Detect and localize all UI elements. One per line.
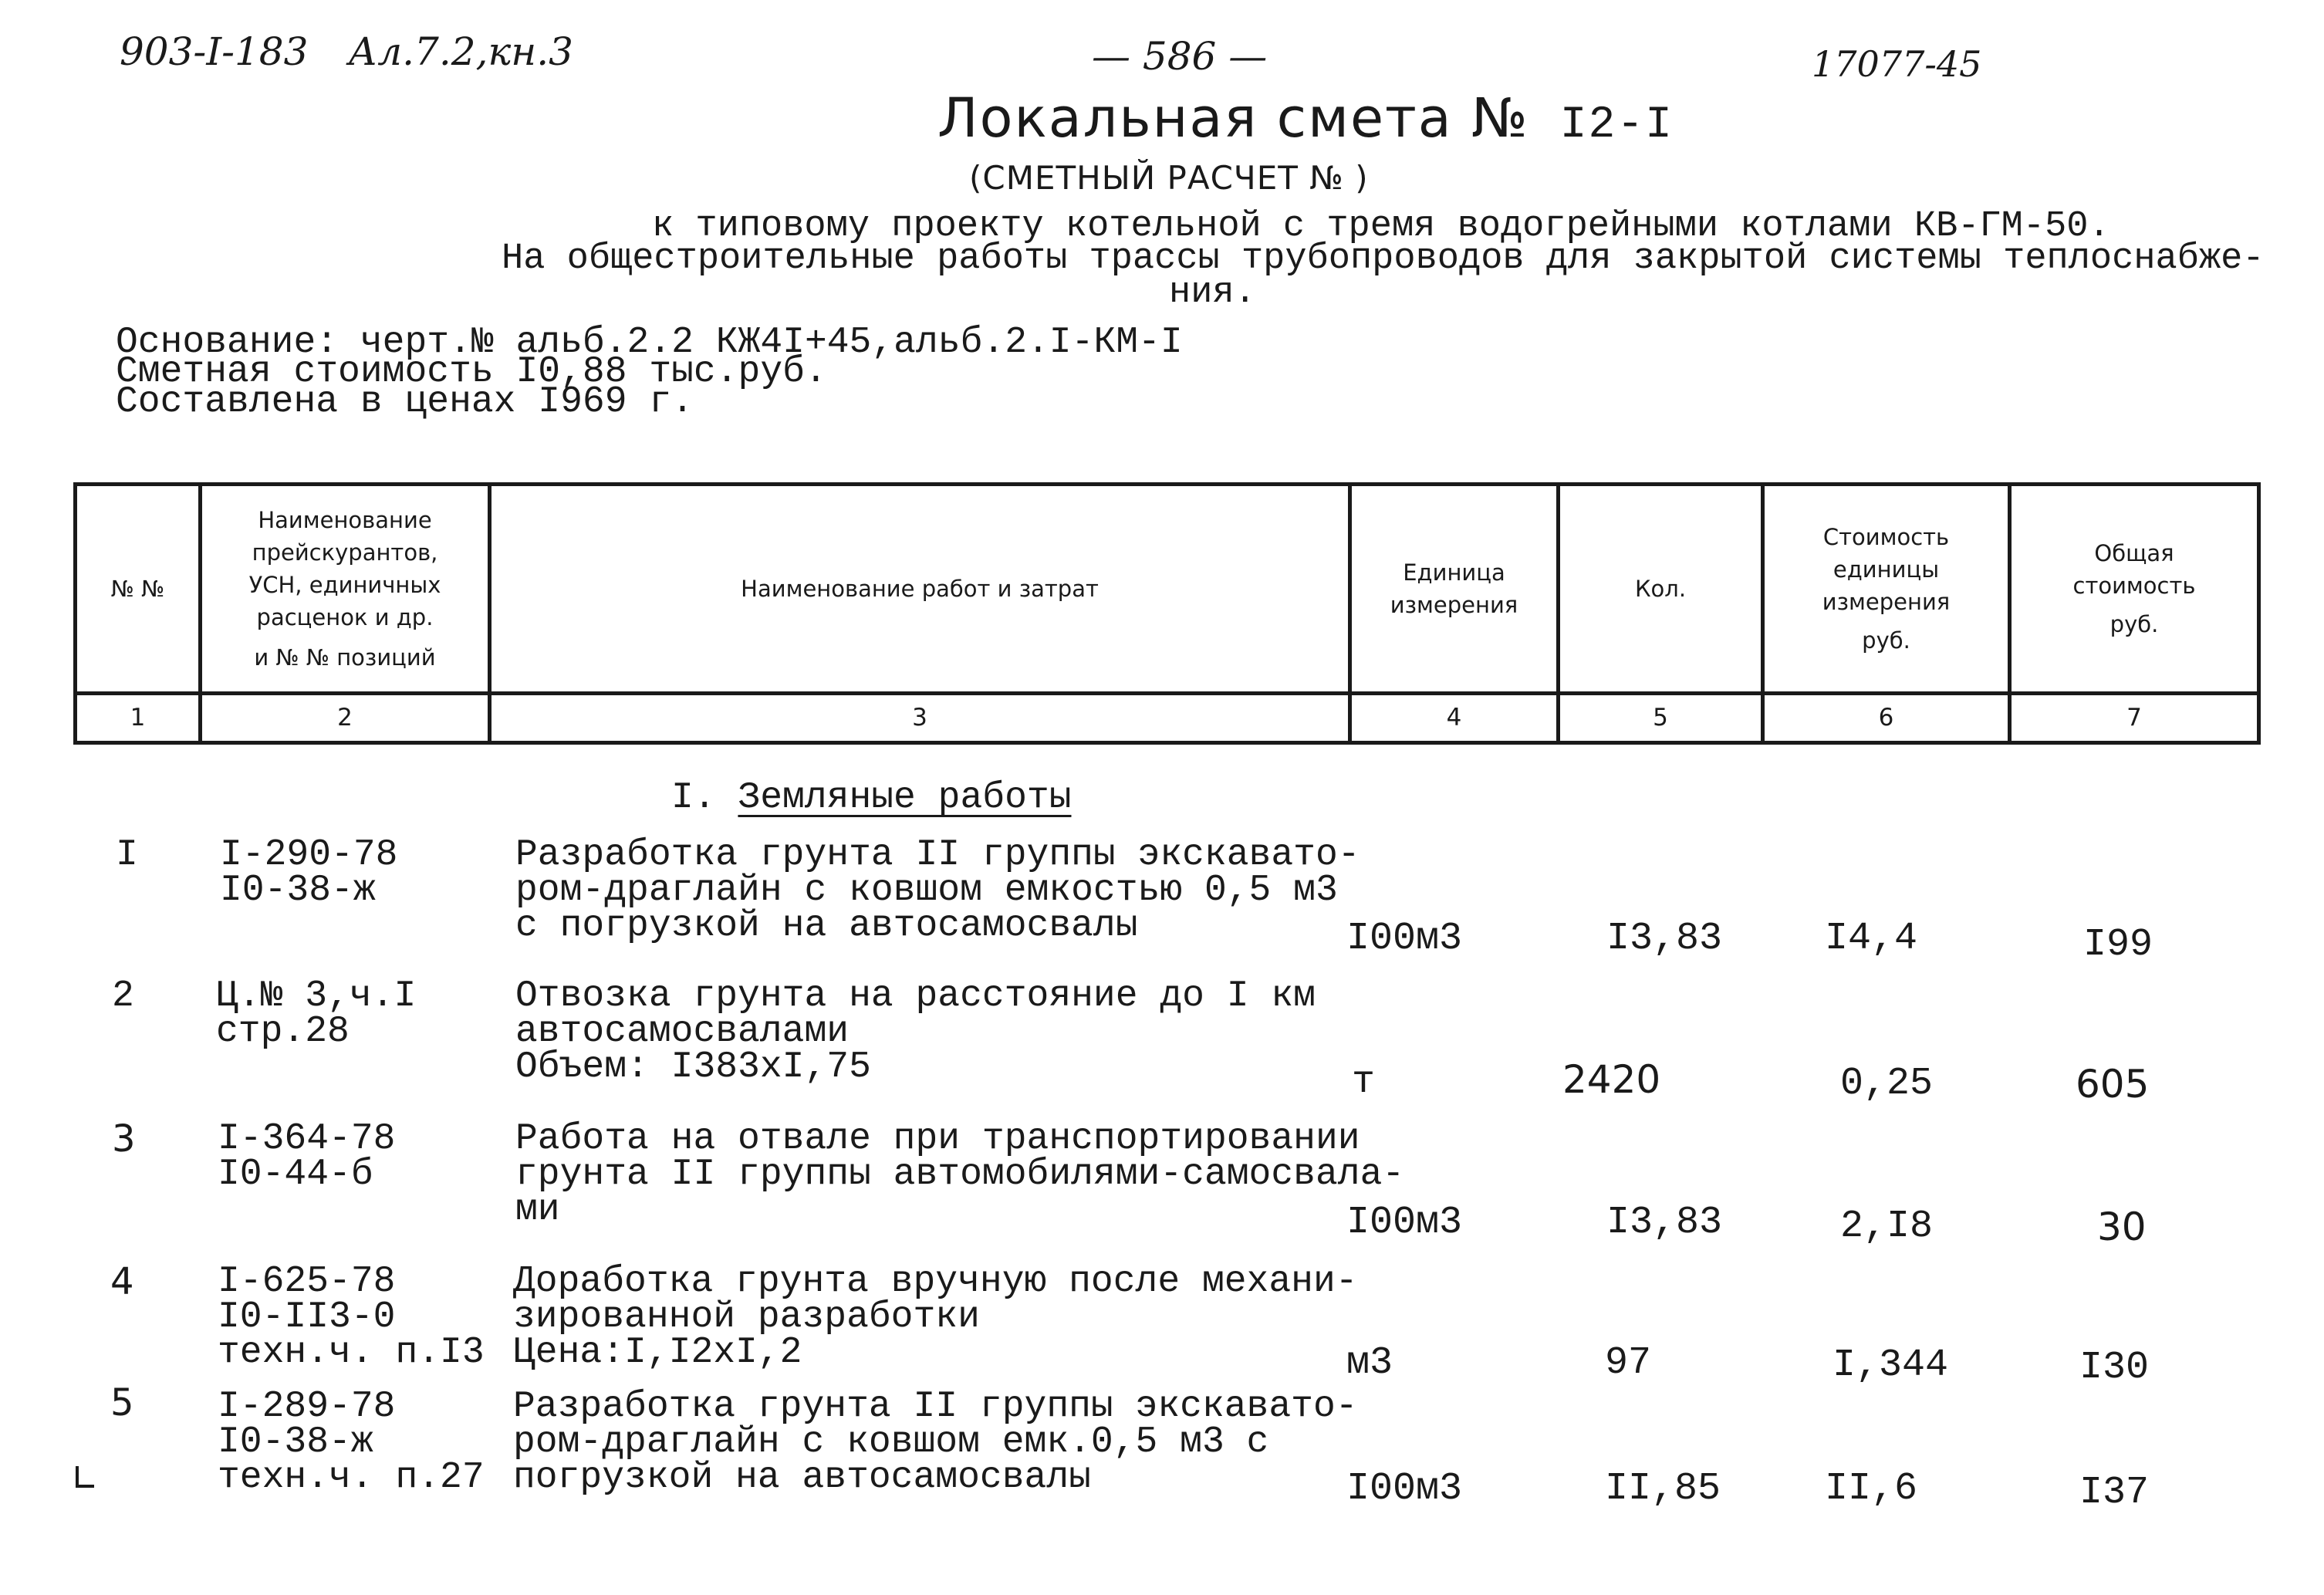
reference-line: I0-44-б (218, 1154, 373, 1195)
volume-label: Ал.7.2,кн.3 (348, 29, 573, 74)
reference-line: стр.28 (216, 1011, 350, 1053)
description-line: Отвозка грунта на расстояние до I км (515, 975, 1316, 1017)
row-3-number: 3 (112, 1117, 136, 1161)
description-line: автосамосвалами (515, 1011, 850, 1053)
reference-line: Ц.№ 3,ч.I (216, 975, 417, 1017)
reference-line: I-364-78 (218, 1118, 396, 1160)
page-title-text: Локальная смета № (937, 86, 1529, 150)
description-line-1: к типовому проекту котельной с тремя водогрейными котлами КВ-ГМ-50. (652, 206, 2110, 247)
reference-line: I0-38-ж (218, 1421, 373, 1463)
row-5-quantity: II,85 (1605, 1467, 1721, 1511)
row-4-total: I30 (2079, 1346, 2150, 1390)
header-cell-quantity (1559, 485, 1763, 694)
row-1-description (515, 834, 1360, 947)
row-4-description (513, 1261, 1358, 1374)
description-line: ром-драглайн с ковшом емк.0,5 м3 с (513, 1421, 1269, 1463)
row-5-description (513, 1386, 1358, 1499)
basis-line: Основание: черт.№ альб.2.2 КЖ4I+45,альб.2.I-КМ-I (116, 322, 1183, 363)
project-code-text: 903-I-183 (120, 29, 309, 74)
estimate-table-header (73, 482, 2261, 745)
row-4-reference (218, 1261, 485, 1374)
row-4-number: 4 (110, 1260, 134, 1303)
row-3-unit: I00м3 (1346, 1201, 1463, 1245)
header-text: Наименование (258, 506, 432, 533)
description-line: грунта II группы автомобилями-самосвала- (515, 1154, 1405, 1195)
estimate-number: I2-I (1559, 100, 1674, 150)
row-4-unit: м3 (1346, 1341, 1393, 1385)
header-text: измерения (1390, 592, 1518, 619)
section-title (671, 777, 1072, 819)
header-cell-total-cost (2010, 485, 2259, 694)
header-cell-unit-cost (1763, 485, 2010, 694)
row-2-number: 2 (112, 975, 134, 1017)
reference-line: I0-38-ж (220, 870, 376, 911)
description-line-3: ния. (1169, 272, 1256, 313)
description-line: Объем: I383хI,75 (515, 1046, 871, 1088)
header-text: руб. (2110, 611, 2159, 638)
row-1-quantity: I3,83 (1606, 917, 1723, 961)
row-5-number: 5 (110, 1381, 134, 1424)
header-text: руб. (1862, 627, 1910, 654)
section-number: I. (671, 777, 716, 819)
header-text: № № (110, 575, 165, 602)
price-basis-line: Составлена в ценах I969 г. (116, 381, 694, 423)
row-3-description (515, 1118, 1405, 1231)
header-text: Кол. (1634, 575, 1687, 602)
header-text: измерения (1822, 589, 1951, 616)
row-5-unit: I00м3 (1346, 1467, 1463, 1511)
column-number: 2 (201, 694, 490, 743)
column-number: 7 (2010, 694, 2259, 743)
estimate-subtitle: (СМЕТНЫЙ РАСЧЕТ № ) (969, 159, 1369, 197)
column-number: 1 (76, 694, 201, 743)
header-cell-unit (1350, 485, 1559, 694)
row-4-quantity: 97 (1605, 1341, 1652, 1385)
header-text: единицы (1833, 556, 1940, 583)
page-number: — 586 — (1092, 34, 1268, 79)
header-text: стоимость (2072, 572, 2196, 599)
row-2-total: 605 (2076, 1062, 2150, 1107)
row-5-unit-cost: II,6 (1825, 1467, 1918, 1511)
header-text: Единица (1403, 559, 1505, 586)
header-text: и № № позиций (254, 644, 436, 671)
row-1-number: I (116, 834, 138, 876)
row-5-reference (218, 1386, 485, 1499)
row-2-reference (216, 975, 417, 1053)
header-text: расценок и др. (256, 604, 434, 631)
row-2-quantity: 2420 (1562, 1057, 1661, 1102)
row-3-unit-cost: 2,I8 (1840, 1205, 1934, 1249)
column-number: 5 (1559, 694, 1763, 743)
row-2-description (515, 975, 1316, 1088)
reference-line: I-289-78 (218, 1386, 396, 1428)
row-3-total: 30 (2097, 1205, 2147, 1249)
header-text: Стоимость (1822, 523, 1950, 550)
header-text: Наименование работ и затрат (741, 575, 1099, 602)
description-line: Работа на отвале при транспортировании (515, 1118, 1360, 1160)
document-code: 17077-45 (1812, 43, 1982, 85)
description-line: погрузкой на автосамосвалы (513, 1457, 1091, 1499)
page-title (937, 86, 1674, 150)
reference-line: техн.ч. п.I3 (218, 1332, 485, 1374)
header-text: Общая (2094, 539, 2174, 566)
row-1-reference (220, 834, 398, 911)
corner-mark (76, 1466, 94, 1488)
reference-line: I-290-78 (220, 834, 398, 876)
description-line: Разработка грунта II группы экскавато- (513, 1386, 1358, 1428)
row-3-reference (218, 1118, 396, 1195)
estimated-cost-line: Сметная стоимость I0,88 тыс.руб. (116, 351, 827, 393)
description-line: Цена:I,I2хI,2 (513, 1332, 802, 1374)
project-code (120, 29, 573, 74)
row-5-total: I37 (2079, 1471, 2150, 1515)
description-line: Доработка грунта вручную после механи- (513, 1261, 1358, 1303)
header-cell-number (76, 485, 201, 694)
description-line: ми (515, 1189, 560, 1231)
description-line: ром-драглайн с ковшом емкостью 0,5 м3 (515, 870, 1338, 911)
header-text: УСН, единичных (248, 571, 441, 598)
column-number: 6 (1763, 694, 2010, 743)
column-number: 4 (1350, 694, 1559, 743)
description-line: с погрузкой на автосамосвалы (515, 905, 1138, 947)
column-number: 3 (490, 694, 1350, 743)
row-3-quantity: I3,83 (1606, 1201, 1723, 1245)
header-cell-reference (201, 485, 490, 694)
row-1-unit-cost: I4,4 (1825, 917, 1918, 961)
header-cell-work-name (490, 485, 1350, 694)
row-4-unit-cost: I,344 (1833, 1343, 1949, 1387)
row-1-total: I99 (2083, 923, 2153, 967)
reference-line: техн.ч. п.27 (218, 1457, 485, 1499)
row-1-unit: I00м3 (1346, 917, 1463, 961)
description-line-2: На общестроительные работы трассы трубопроводов для закрытой системы теплоснабже- (502, 238, 2265, 279)
section-title-text: Земляные работы (738, 777, 1072, 819)
row-2-unit-cost: 0,25 (1840, 1062, 1934, 1106)
description-line: зированной разработки (513, 1296, 980, 1338)
description-line: Разработка грунта II группы экскавато- (515, 834, 1360, 876)
header-text: прейскурантов, (252, 539, 438, 566)
reference-line: I0-II3-0 (218, 1296, 396, 1338)
row-2-unit: т (1352, 1060, 1376, 1104)
reference-line: I-625-78 (218, 1261, 396, 1303)
